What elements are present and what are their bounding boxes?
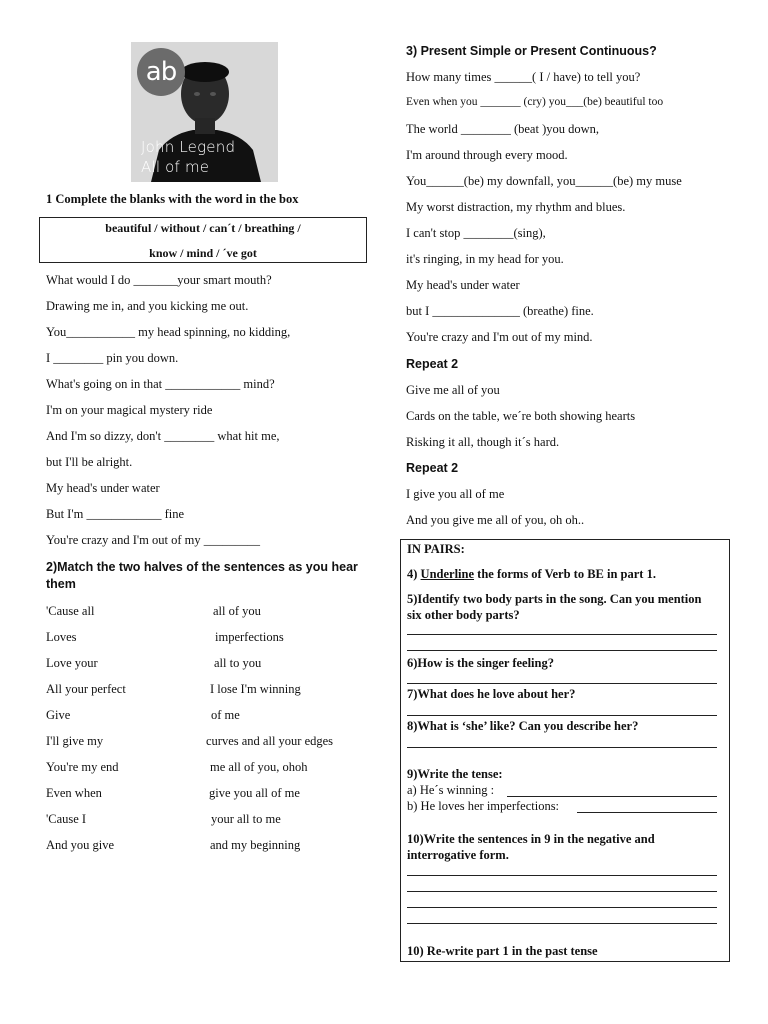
match-right-item: all to you <box>214 656 262 670</box>
answer-line <box>407 715 717 716</box>
lyric-line: Cards on the table, we´re both showing hearts <box>406 409 636 423</box>
match-right-item: of me <box>211 708 240 722</box>
pairs-title: IN PAIRS: <box>407 542 465 556</box>
answer-line <box>407 891 717 892</box>
match-left-item: All your perfect <box>46 682 126 696</box>
repeat-label: Repeat 2 <box>406 357 459 371</box>
match-right-item: all of you <box>213 604 261 618</box>
lyric-line: I'm on your magical mystery ride <box>46 403 213 417</box>
question-4 <box>407 567 656 582</box>
match-right-item: and my beginning <box>210 838 301 852</box>
exercise-line: Even when you _______ (cry) you___(be) beautiful too <box>406 96 664 108</box>
exercise-line: You______(be) my downfall, you______(be) my muse <box>406 174 682 188</box>
exercise-line: You're crazy and I'm out of my mind. <box>406 330 593 344</box>
question-9b: b) He loves her imperfections: <box>407 799 560 813</box>
question-9: 9)Write the tense: <box>407 767 503 781</box>
question-8: 8)What is ‘she’ like? Can you describe her? <box>407 719 639 733</box>
match-right-item: your all to me <box>211 812 281 826</box>
lyric-line: My head's under water <box>46 481 160 495</box>
lyric-line: but I'll be alright. <box>46 455 133 469</box>
lyric-line: And you give me all of you, oh oh.. <box>406 513 585 527</box>
question-7: 7)What does he love about her? <box>407 687 576 701</box>
lyric-line: Drawing me in, and you kicking me out. <box>46 299 249 313</box>
song-title: All of me <box>141 158 210 176</box>
lyric-line: Give me all of you <box>406 383 500 397</box>
repeat-label: Repeat 2 <box>406 461 459 475</box>
album-cover <box>131 42 278 182</box>
question-number: 4) <box>407 567 421 581</box>
match-left-item: Love your <box>46 656 98 670</box>
match-left-item: And you give <box>46 838 115 852</box>
answer-line <box>407 683 717 684</box>
answer-line <box>577 812 717 813</box>
lyric-line: What's going on in that ____________ mind? <box>46 377 275 391</box>
question-6: 6)How is the singer feeling? <box>407 656 554 670</box>
word-box <box>39 217 367 263</box>
pairs-box <box>400 539 730 962</box>
exercise-line: My worst distraction, my rhythm and blues. <box>406 200 626 214</box>
answer-line <box>407 634 717 635</box>
match-left-item: Even when <box>46 786 102 800</box>
question-9a: a) He´s winning : <box>407 783 495 797</box>
match-left-item: 'Cause I <box>46 812 87 826</box>
lyric-line: You___________ my head spinning, no kidding, <box>46 325 291 339</box>
match-right-item: imperfections <box>215 630 284 644</box>
lyric-line: What would I do _______your smart mouth? <box>46 273 272 287</box>
question-10-rewrite: 10) Re-write part 1 in the past tense <box>407 944 598 958</box>
exercise-line: The world ________ (beat )you down, <box>406 122 600 136</box>
question-10: 10)Write the sentences in 9 in the negative and interrogative form. <box>407 832 655 862</box>
match-left-item: I'll give my <box>46 734 104 748</box>
match-left-item: You're my end <box>46 760 119 774</box>
lyric-line: I give you all of me <box>406 487 505 501</box>
answer-line <box>407 923 717 924</box>
artist-name: John Legend <box>141 138 236 156</box>
section2-title: 2)Match the two halves of the sentences as you hear <box>46 560 358 574</box>
word-box-line: beautiful / without / can´t / breathing / <box>105 221 301 235</box>
section1-title: 1 Complete the blanks with the word in the box <box>46 192 299 206</box>
match-right-item: curves and all your edges <box>206 734 334 748</box>
answer-line <box>407 650 717 651</box>
match-right-item: me all of you, ohoh <box>210 760 308 774</box>
lyric-line: And I'm so dizzy, don't ________ what hit me, <box>46 429 280 443</box>
answer-line <box>407 875 717 876</box>
word-box-line: know / mind / ´ve got <box>149 246 257 260</box>
exercise-line: How many times ______( I / have) to tell you? <box>406 70 641 84</box>
answer-line <box>507 796 717 797</box>
exercise-line: My head's under water <box>406 278 520 292</box>
exercise-line: it's ringing, in my head for you. <box>406 252 564 266</box>
underlined-word: Underline <box>420 567 475 581</box>
lyric-line: Risking it all, though it´s hard. <box>406 435 560 449</box>
match-right-item: I lose I'm winning <box>210 682 301 696</box>
section2-title-cont: them <box>46 577 76 591</box>
answer-line <box>407 747 717 748</box>
exercise-line: but I ______________ (breathe) fine. <box>406 304 594 318</box>
lyric-line: You're crazy and I'm out of my _________ <box>46 533 260 547</box>
match-left-item: 'Cause all <box>46 604 95 618</box>
exercise-line: I can't stop ________(sing), <box>406 226 546 240</box>
brand-logo: ab <box>137 48 185 96</box>
match-left-item: Loves <box>46 630 77 644</box>
match-right-item: give you all of me <box>209 786 300 800</box>
section3-title: 3) Present Simple or Present Continuous? <box>406 44 657 58</box>
question-5: 5)Identify two body parts in the song. Can you mention six other body parts? <box>407 592 702 622</box>
lyric-line: But I'm ____________ fine <box>46 507 185 521</box>
lyric-line: I ________ pin you down. <box>46 351 179 365</box>
question-text: the forms of Verb to BE in part 1. <box>474 567 656 581</box>
exercise-line: I'm around through every mood. <box>406 148 568 162</box>
answer-line <box>407 907 717 908</box>
match-left-item: Give <box>46 708 71 722</box>
